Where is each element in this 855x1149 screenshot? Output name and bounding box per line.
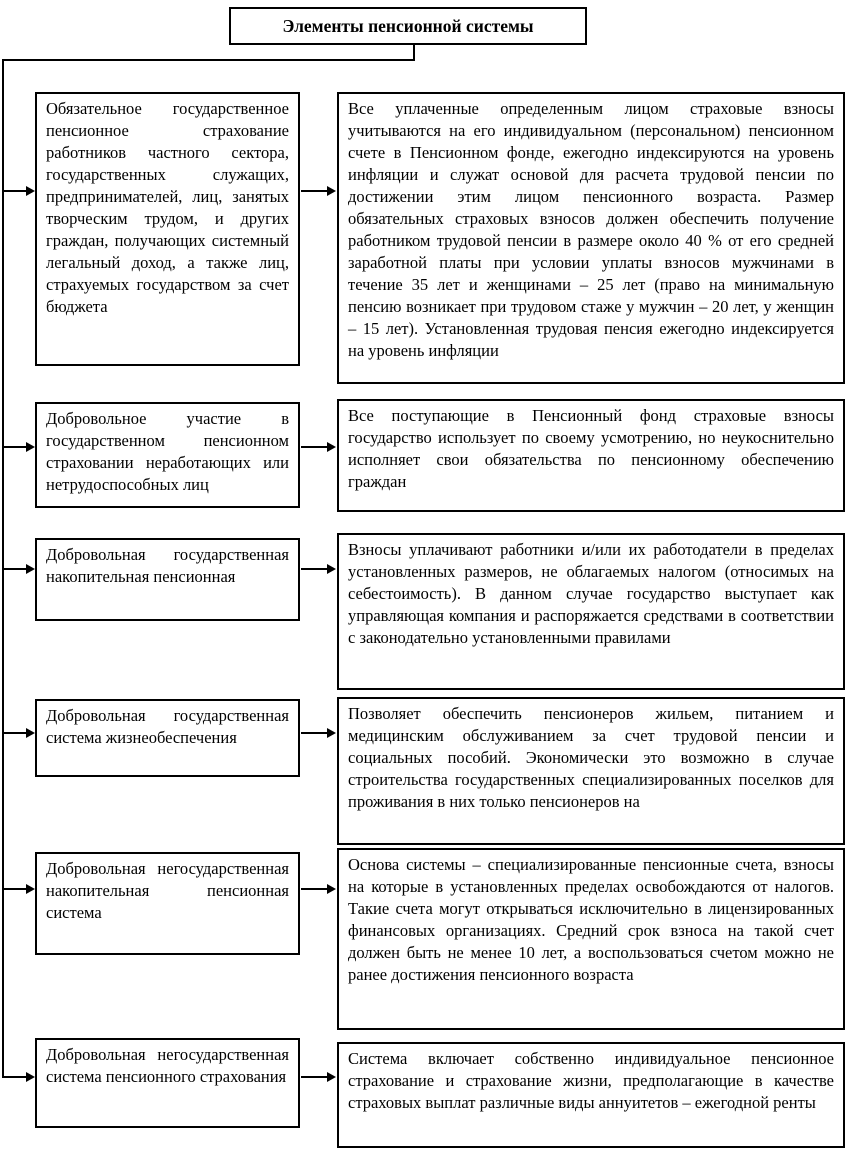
branch-line — [4, 568, 26, 570]
pension-element-box — [35, 699, 300, 777]
link-line — [301, 568, 327, 570]
description-text: Система включает собственно индивидуальное пенсионное страхование и страхование жизни, предполагающие в качестве страховых выплат различные виды аннуитетов – ежегодной ренты — [348, 1049, 834, 1112]
branch-line — [4, 190, 26, 192]
description-box — [337, 399, 845, 512]
arrow-right-icon — [26, 728, 35, 738]
top-horizontal-line — [2, 59, 415, 61]
pension-element-box — [35, 402, 300, 508]
arrow-right-icon — [327, 186, 336, 196]
link-line — [301, 446, 327, 448]
pension-element-text: Добровольное участие в государственном пенсионном страховании неработающих или нетрудоспособных лиц — [46, 409, 289, 494]
pension-element-box — [35, 92, 300, 366]
arrow-right-icon — [26, 442, 35, 452]
arrow-right-icon — [26, 884, 35, 894]
arrow-right-icon — [327, 1072, 336, 1082]
description-box — [337, 533, 845, 690]
branch-line — [4, 1076, 26, 1078]
pension-element-text: Добровольная негосударственная накопительная пенсионная система — [46, 859, 289, 922]
description-text: Все поступающие в Пенсионный фонд страховые взносы государство использует по своему усмотрению, но неукоснительно исполняет свои обязательства по пенсионному обеспечению граждан — [348, 406, 834, 491]
description-box — [337, 1042, 845, 1148]
pension-element-text: Обязательное государственное пенсионное страхование работников частного сектора, государственных служащих, предпринимателей, лиц, занятых творческим трудом, и других граждан, получающих системный легальный доход, а также лиц, страхуемых государством за счет бюджета — [46, 99, 289, 316]
arrow-right-icon — [26, 1072, 35, 1082]
arrow-right-icon — [327, 442, 336, 452]
description-text: Позволяет обеспечить пенсионеров жильем, питанием и медицинским обслуживанием за счет трудовой пенсии и социальных пособий. Экономически это возможно в случае строительства государственных специализированных поселков для проживания в них только пенсионеров на — [348, 704, 834, 811]
link-line — [301, 190, 327, 192]
branch-line — [4, 732, 26, 734]
branch-line — [4, 888, 26, 890]
pension-element-text: Добровольная государственная система жизнеобеспечения — [46, 706, 289, 747]
link-line — [301, 888, 327, 890]
description-box — [337, 92, 845, 384]
arrow-right-icon — [26, 564, 35, 574]
diagram-title: Элементы пенсионной системы — [282, 15, 534, 36]
arrow-right-icon — [327, 728, 336, 738]
description-box — [337, 697, 845, 845]
description-text: Все уплаченные определенным лицом страховые взносы учитываются на его индивидуальном (персональном) пенсионном счете в Пенсионном фонде, ежегодно индексируются на уровень инфляции и служат основой для расчета трудовой пенсии по достижении этим лицом пенсионного возраста. Размер обязательных страховых взносов должен обеспечить получение работником трудовой пенсии в размере около 40 % от его средней заработной платы при условии уплаты взносов мужчинами в течение 35 лет и женщинами – 25 лет (право на минимальную пенсию возникает при трудовом стаже у мужчин – 20 лет, у женщин – 15 лет). Установленная трудовая пенсия ежегодно индексируется на уровень инфляции — [348, 99, 834, 360]
diagram-title-box — [229, 7, 587, 45]
pension-element-text: Добровольная государственная накопительная пенсионная — [46, 545, 289, 586]
description-text: Взносы уплачивают работники и/или их работодатели в пределах установленных размеров, не облагаемых налогом (относимых на себестоимость). В данном случае государство выступает как управляющая компания и распоряжается средствами в соответствии с законодательно установленными правилами — [348, 540, 834, 647]
arrow-right-icon — [26, 186, 35, 196]
pension-element-box — [35, 852, 300, 955]
pension-element-box — [35, 538, 300, 621]
pension-element-text: Добровольная негосударственная система пенсионного страхования — [46, 1045, 289, 1086]
description-box — [337, 848, 845, 1030]
pension-element-box — [35, 1038, 300, 1128]
arrow-right-icon — [327, 564, 336, 574]
link-line — [301, 1076, 327, 1078]
link-line — [301, 732, 327, 734]
description-text: Основа системы – специализированные пенсионные счета, взносы на которые в установленных пределах освобождаются от налогов. Такие счета могут открываться исключительно в лицензированных финансовых организациях. Средний срок взноса на такой счет должен быть не менее 10 лет, а воспользоваться счетом можно не ранее достижения пенсионного возраста — [348, 855, 834, 984]
branch-line — [4, 446, 26, 448]
arrow-right-icon — [327, 884, 336, 894]
